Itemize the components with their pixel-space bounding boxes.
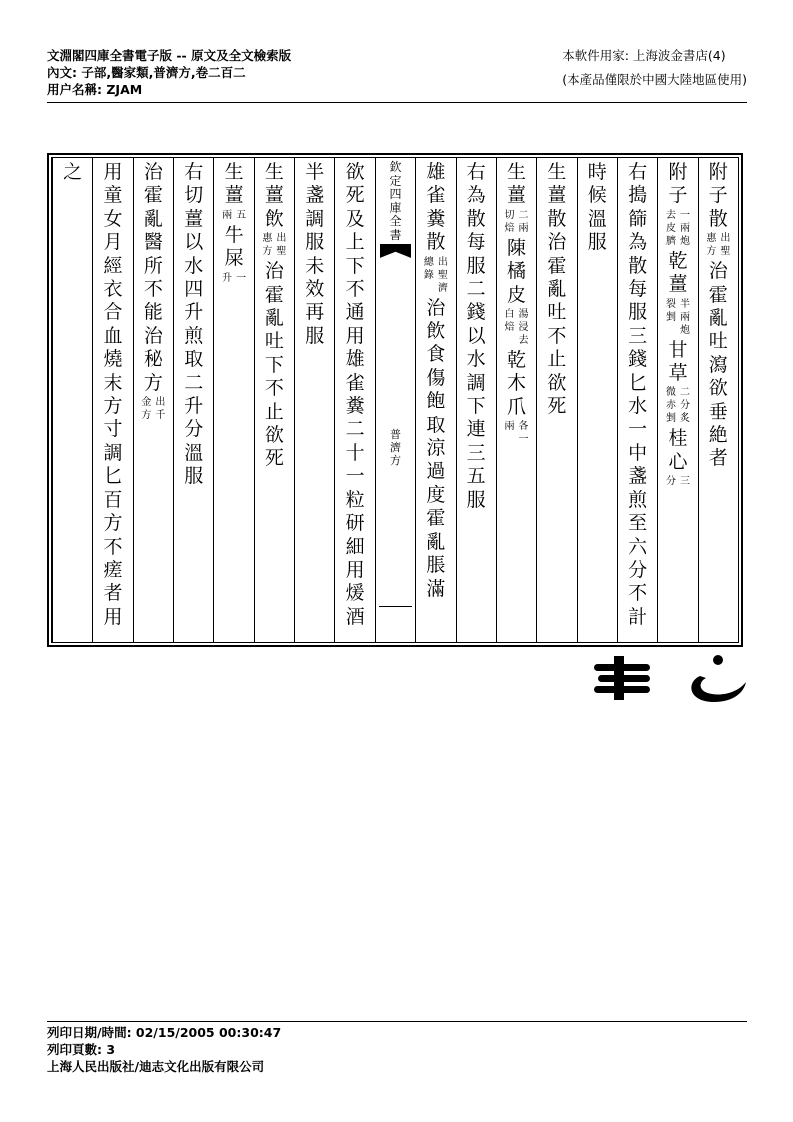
annotation-note [416, 256, 455, 295]
main-text: 右切薑以水四升煎取二升分溫服 [184, 161, 204, 488]
annotation-line: 微赤剉 [665, 387, 676, 425]
print-datetime: 列印日期/時間: 02/15/2005 00:30:47 [47, 1025, 282, 1040]
annotation-note [134, 396, 173, 422]
annotation-note [497, 420, 536, 446]
annotation-line: 裂剉 [665, 298, 676, 323]
text-column [456, 158, 496, 642]
text-column [334, 158, 374, 642]
main-text: 附子散 [708, 161, 728, 230]
document-header [47, 47, 291, 98]
text-column [577, 158, 617, 642]
footer-rule [47, 1021, 747, 1022]
main-text: 欲死及上下不通用雄雀糞二十一粒研細用煖酒 [345, 161, 365, 628]
license-holder: 本軟件用家: 上海波金書店(4) [562, 48, 726, 63]
annotation-line: 各一 [518, 421, 529, 446]
main-text: 治霍亂吐瀉欲垂絶者 [708, 260, 728, 470]
annotation-line: 半兩炮 [679, 298, 690, 336]
main-text: 生薑 [507, 161, 527, 207]
text-column [173, 158, 213, 642]
main-text: 雄雀糞散 [426, 161, 446, 254]
annotation-line: 五 [236, 209, 247, 221]
text-column [415, 158, 455, 642]
annotation-line: 二分炙 [679, 387, 690, 425]
text-column [698, 158, 738, 642]
text-column [657, 158, 697, 642]
text-column [92, 158, 132, 642]
main-text: 治霍亂醫所不能治秘方 [143, 161, 163, 394]
text-column [133, 158, 173, 642]
main-text: 右為散每服二錢以水調下連三五服 [466, 161, 486, 511]
annotation-line: 去皮臍 [665, 209, 676, 247]
text-column [536, 158, 576, 642]
print-page-count: 列印頁數: 3 [47, 1042, 116, 1057]
annotation-note [255, 232, 294, 258]
annotation-line: 惠方 [706, 233, 717, 258]
main-text: 陳橘皮 [507, 236, 527, 306]
publisher-line: 上海人民出版社/迪志文化出版有限公司 [47, 1059, 265, 1074]
annotation-line: 三 [679, 476, 690, 488]
annotation-note [658, 475, 697, 488]
annotation-line: 惠方 [262, 233, 273, 258]
text-columns [51, 157, 739, 643]
main-text: 桂心 [668, 427, 688, 473]
annotation-line: 兩 [504, 421, 515, 433]
main-text: 時候溫服 [587, 161, 607, 254]
main-text: 牛屎 [224, 223, 244, 270]
document-footer [47, 1024, 281, 1075]
annotation-line: 升 [222, 272, 233, 284]
main-text: 生薑散治霍亂吐不止欲死 [547, 161, 567, 418]
annotation-line: 總錄 [423, 256, 434, 281]
main-text: 治霍亂吐下不止欲死 [264, 260, 284, 470]
license-region: (本產品僅限於中國大陸地區使用) [562, 72, 747, 87]
license-info [562, 47, 747, 95]
main-text: 之 [63, 161, 83, 183]
main-text: 生薑 [224, 161, 244, 207]
annotation-note [699, 232, 738, 258]
annotation-line: 出聖 [720, 233, 731, 258]
text-column [617, 158, 657, 642]
annotation-line: 湯浸去 [518, 309, 529, 347]
text-column [294, 158, 334, 642]
annotation-note [214, 209, 253, 222]
text-column [496, 158, 536, 642]
annotation-note [658, 298, 697, 337]
annotation-line: 二兩 [518, 209, 529, 234]
annotation-note [497, 209, 536, 235]
banner-rule [379, 606, 412, 607]
annotation-line: 出聖濟 [437, 256, 448, 294]
annotation-line: 切焙 [504, 209, 515, 234]
main-text: 半盞調服未效再服 [305, 161, 325, 347]
annotation-line: 白焙 [504, 309, 515, 334]
main-text: 用童女月經衣合血燒末方寸調匕百方不瘥者用 [103, 161, 123, 628]
content-path: 內文: 子部,醫家類,普濟方,卷二百二 [47, 65, 246, 80]
annotation-line: 一兩炮 [679, 209, 690, 247]
main-text: 甘草 [668, 338, 688, 385]
header-rule [47, 102, 747, 103]
text-column [213, 158, 253, 642]
annotation-note [214, 272, 253, 285]
main-text: 附子 [668, 161, 688, 207]
main-text: 乾薑 [668, 249, 688, 296]
banner-series-title: 欽定四庫全書 [389, 160, 402, 242]
annotation-note [497, 308, 536, 347]
banner-column [375, 158, 415, 642]
main-text: 生薑飲 [264, 161, 284, 230]
page-frame [47, 153, 743, 647]
main-text: 乾木爪 [507, 349, 527, 418]
user-name: 用户名稱: ZJAM [47, 82, 143, 97]
fishtail-mark-icon [380, 244, 411, 258]
annotation-line: 出聖 [276, 233, 287, 258]
annotation-line: 一 [236, 272, 247, 284]
annotation-note [658, 386, 697, 425]
annotation-note [658, 209, 697, 248]
annotation-line: 金方 [141, 397, 152, 422]
annotation-line: 出千 [155, 397, 166, 422]
publisher-logo-icon [590, 652, 750, 707]
annotation-line: 分 [665, 476, 676, 488]
banner-book-title: 普濟方 [389, 428, 401, 467]
main-text: 右搗篩為散每服三錢匕水一中盞煎至六分不計 [628, 161, 648, 628]
annotation-line: 兩 [222, 209, 233, 221]
text-column [254, 158, 294, 642]
text-column [52, 158, 92, 642]
edition-title: 文淵閣四庫全書電子版 -- 原文及全文檢索版 [47, 48, 292, 63]
main-text: 治飲食傷飽取涼過度霍亂脹滿 [426, 296, 446, 600]
